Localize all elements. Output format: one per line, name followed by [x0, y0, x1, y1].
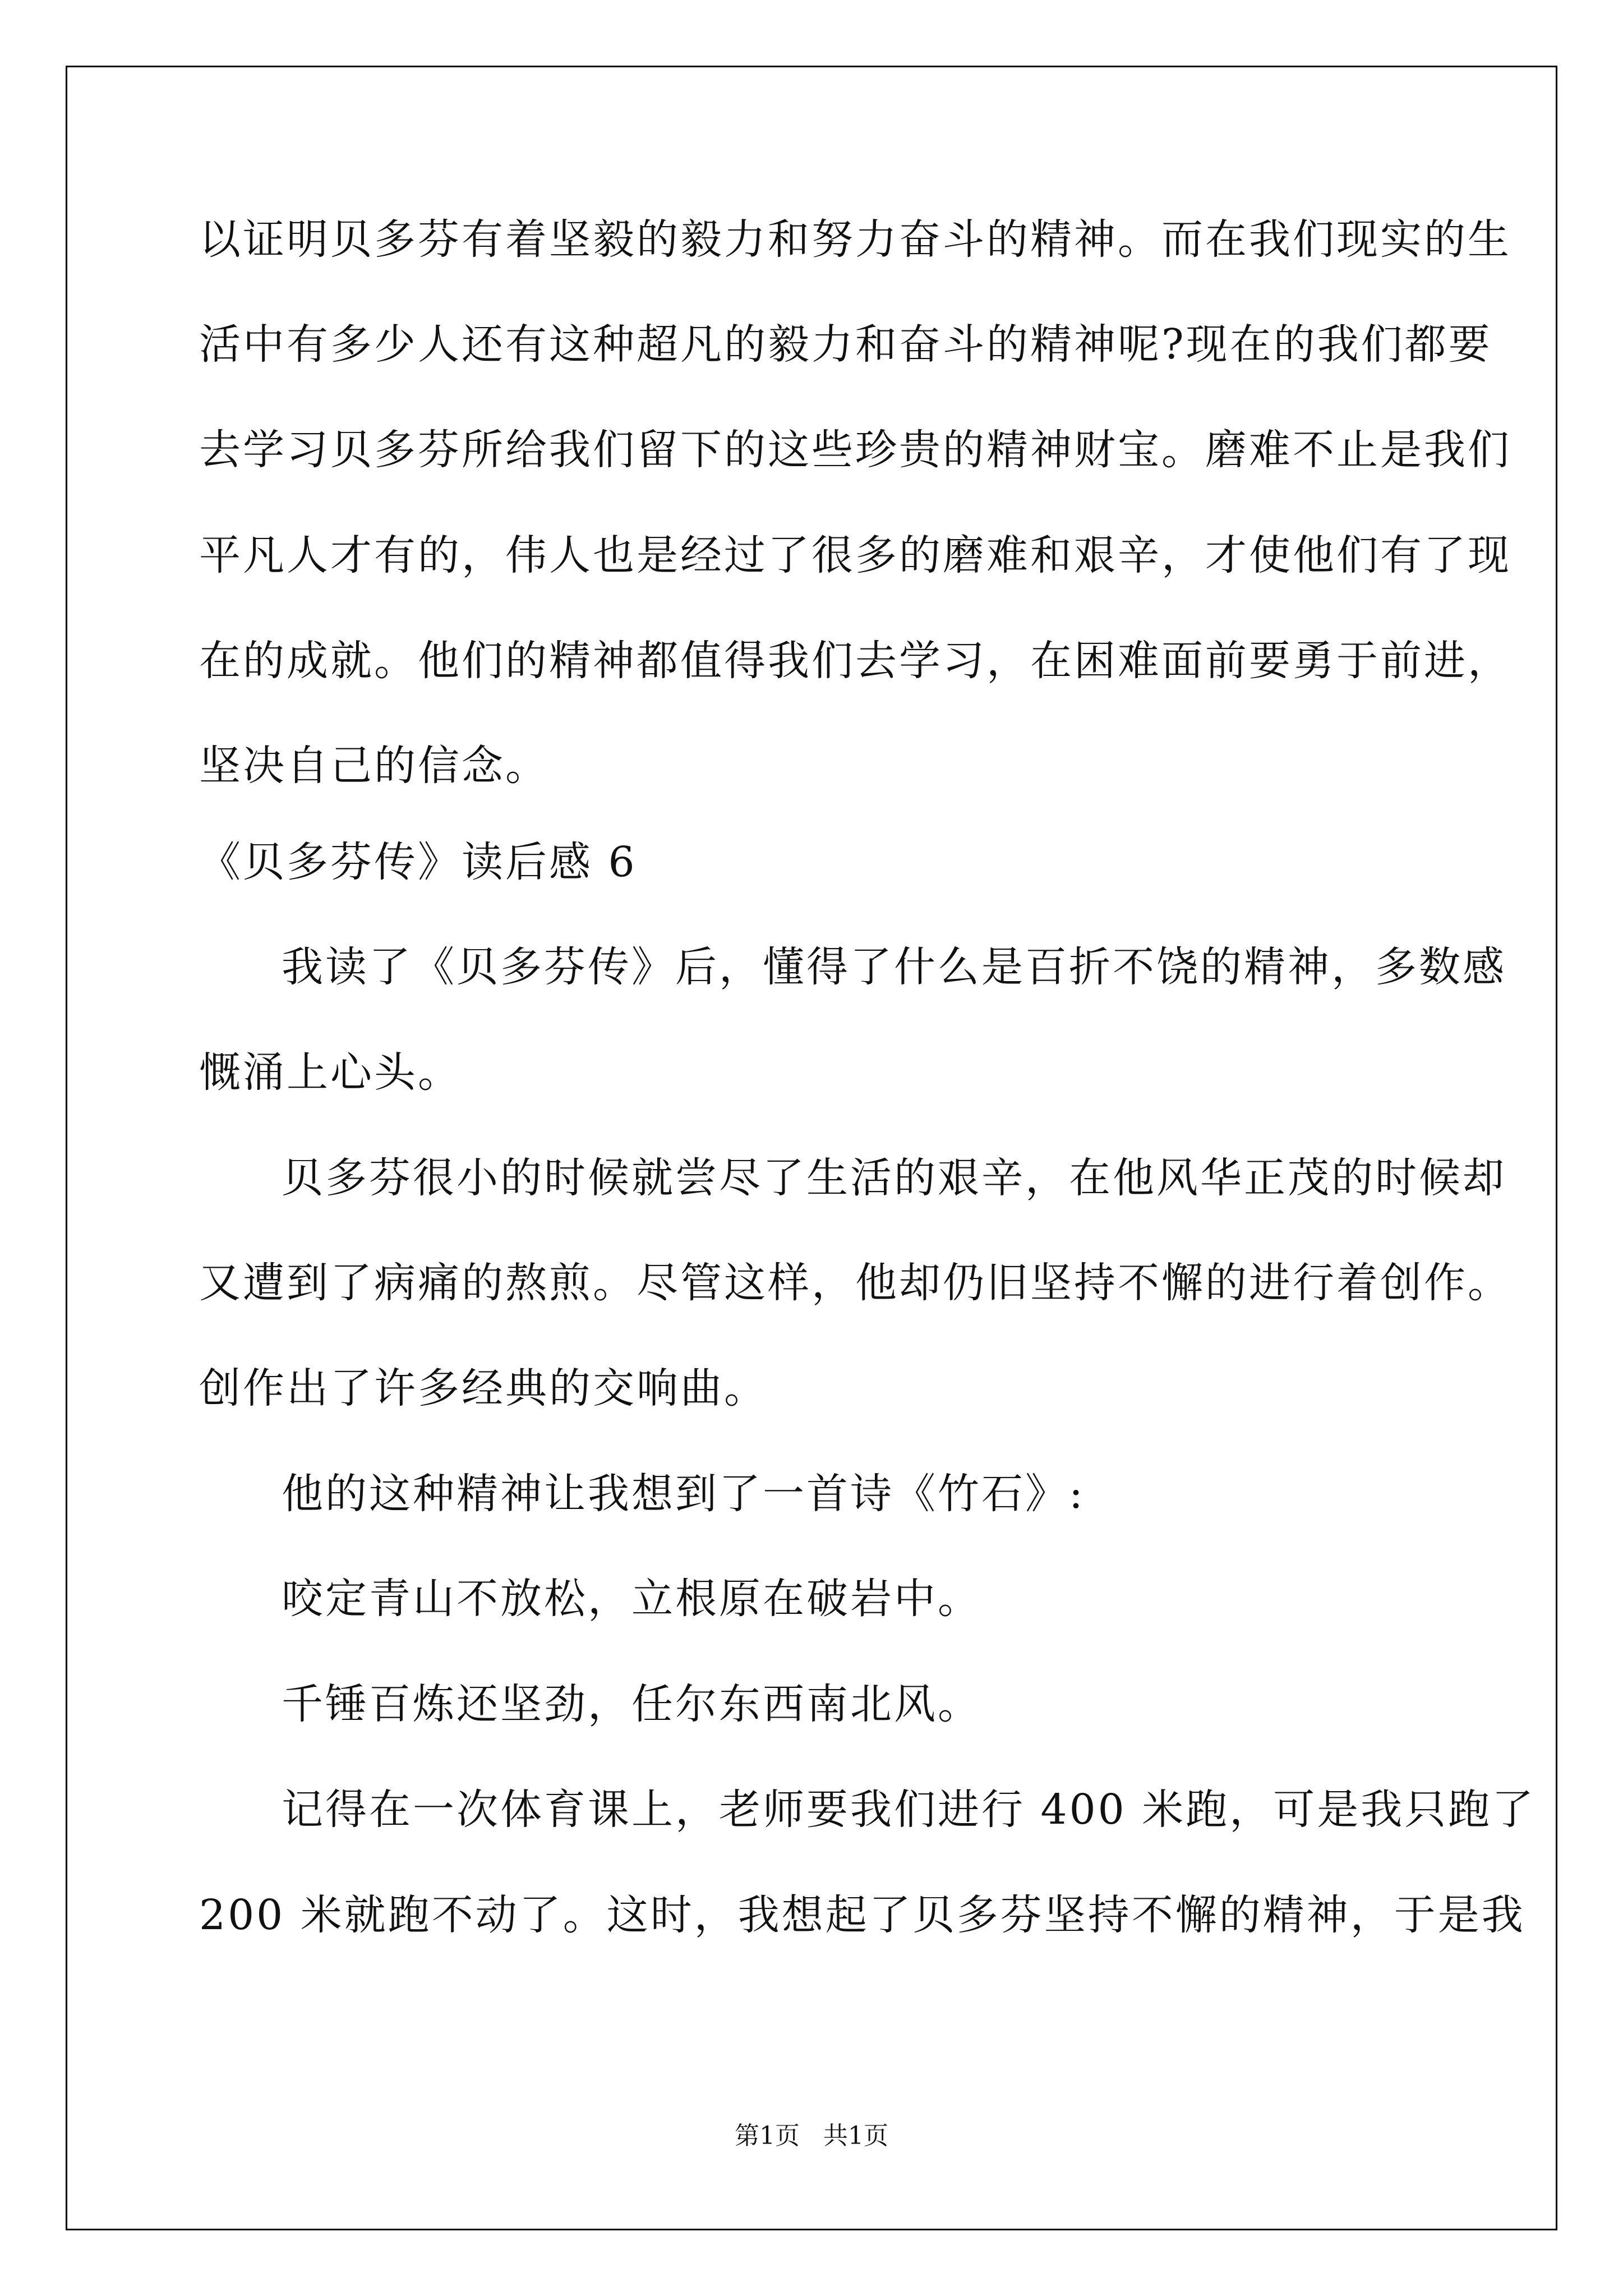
page-number-footer: 第1页 共1页 [735, 2122, 888, 2150]
body-line-6: 坚决自己的信念。 [199, 742, 549, 790]
body-line-11: 又遭到了病痛的熬煎。尽管这样，他却仍旧坚持不懈的进行着创作。 [199, 1259, 1511, 1307]
body-line-3: 去学习贝多芬所给我们留下的这些珍贵的精神财宝。磨难不止是我们 [199, 426, 1511, 474]
body-line-5: 在的成就。他们的精神都值得我们去学习，在困难面前要勇于前进， [199, 637, 1511, 685]
section-heading: 《贝多芬传》读后感 6 [199, 838, 637, 886]
body-line-13: 他的这种精神让我想到了一首诗《竹石》: [282, 1470, 1085, 1518]
body-line-1: 以证明贝多芬有着坚毅的毅力和努力奋斗的精神。而在我们现实的生 [199, 215, 1511, 264]
poem-line-1: 咬定青山不放松，立根原在破岩中。 [282, 1575, 981, 1623]
body-line-9: 慨涌上心头。 [199, 1048, 462, 1097]
body-line-8: 我读了《贝多芬传》后，懂得了什么是百折不饶的精神，多数感 [282, 943, 1506, 991]
body-line-16: 记得在一次体育课上，老师要我们进行 400 米跑，可是我只跑了 [282, 1786, 1536, 1834]
body-line-10: 贝多芬很小的时候就尝尽了生活的艰辛，在他风华正茂的时候却 [282, 1154, 1506, 1202]
poem-line-2: 千锤百炼还坚劲，任尔东西南北风。 [282, 1680, 981, 1728]
body-line-4: 平凡人才有的，伟人也是经过了很多的磨难和艰辛，才使他们有了现 [199, 531, 1511, 579]
body-line-2: 活中有多少人还有这种超凡的毅力和奋斗的精神呢?现在的我们都要 [199, 320, 1492, 369]
body-line-17: 200 米就跑不动了。这时，我想起了贝多芬坚持不懈的精神，于是我 [199, 1891, 1525, 1939]
body-line-12: 创作出了许多经典的交响曲。 [199, 1364, 768, 1412]
